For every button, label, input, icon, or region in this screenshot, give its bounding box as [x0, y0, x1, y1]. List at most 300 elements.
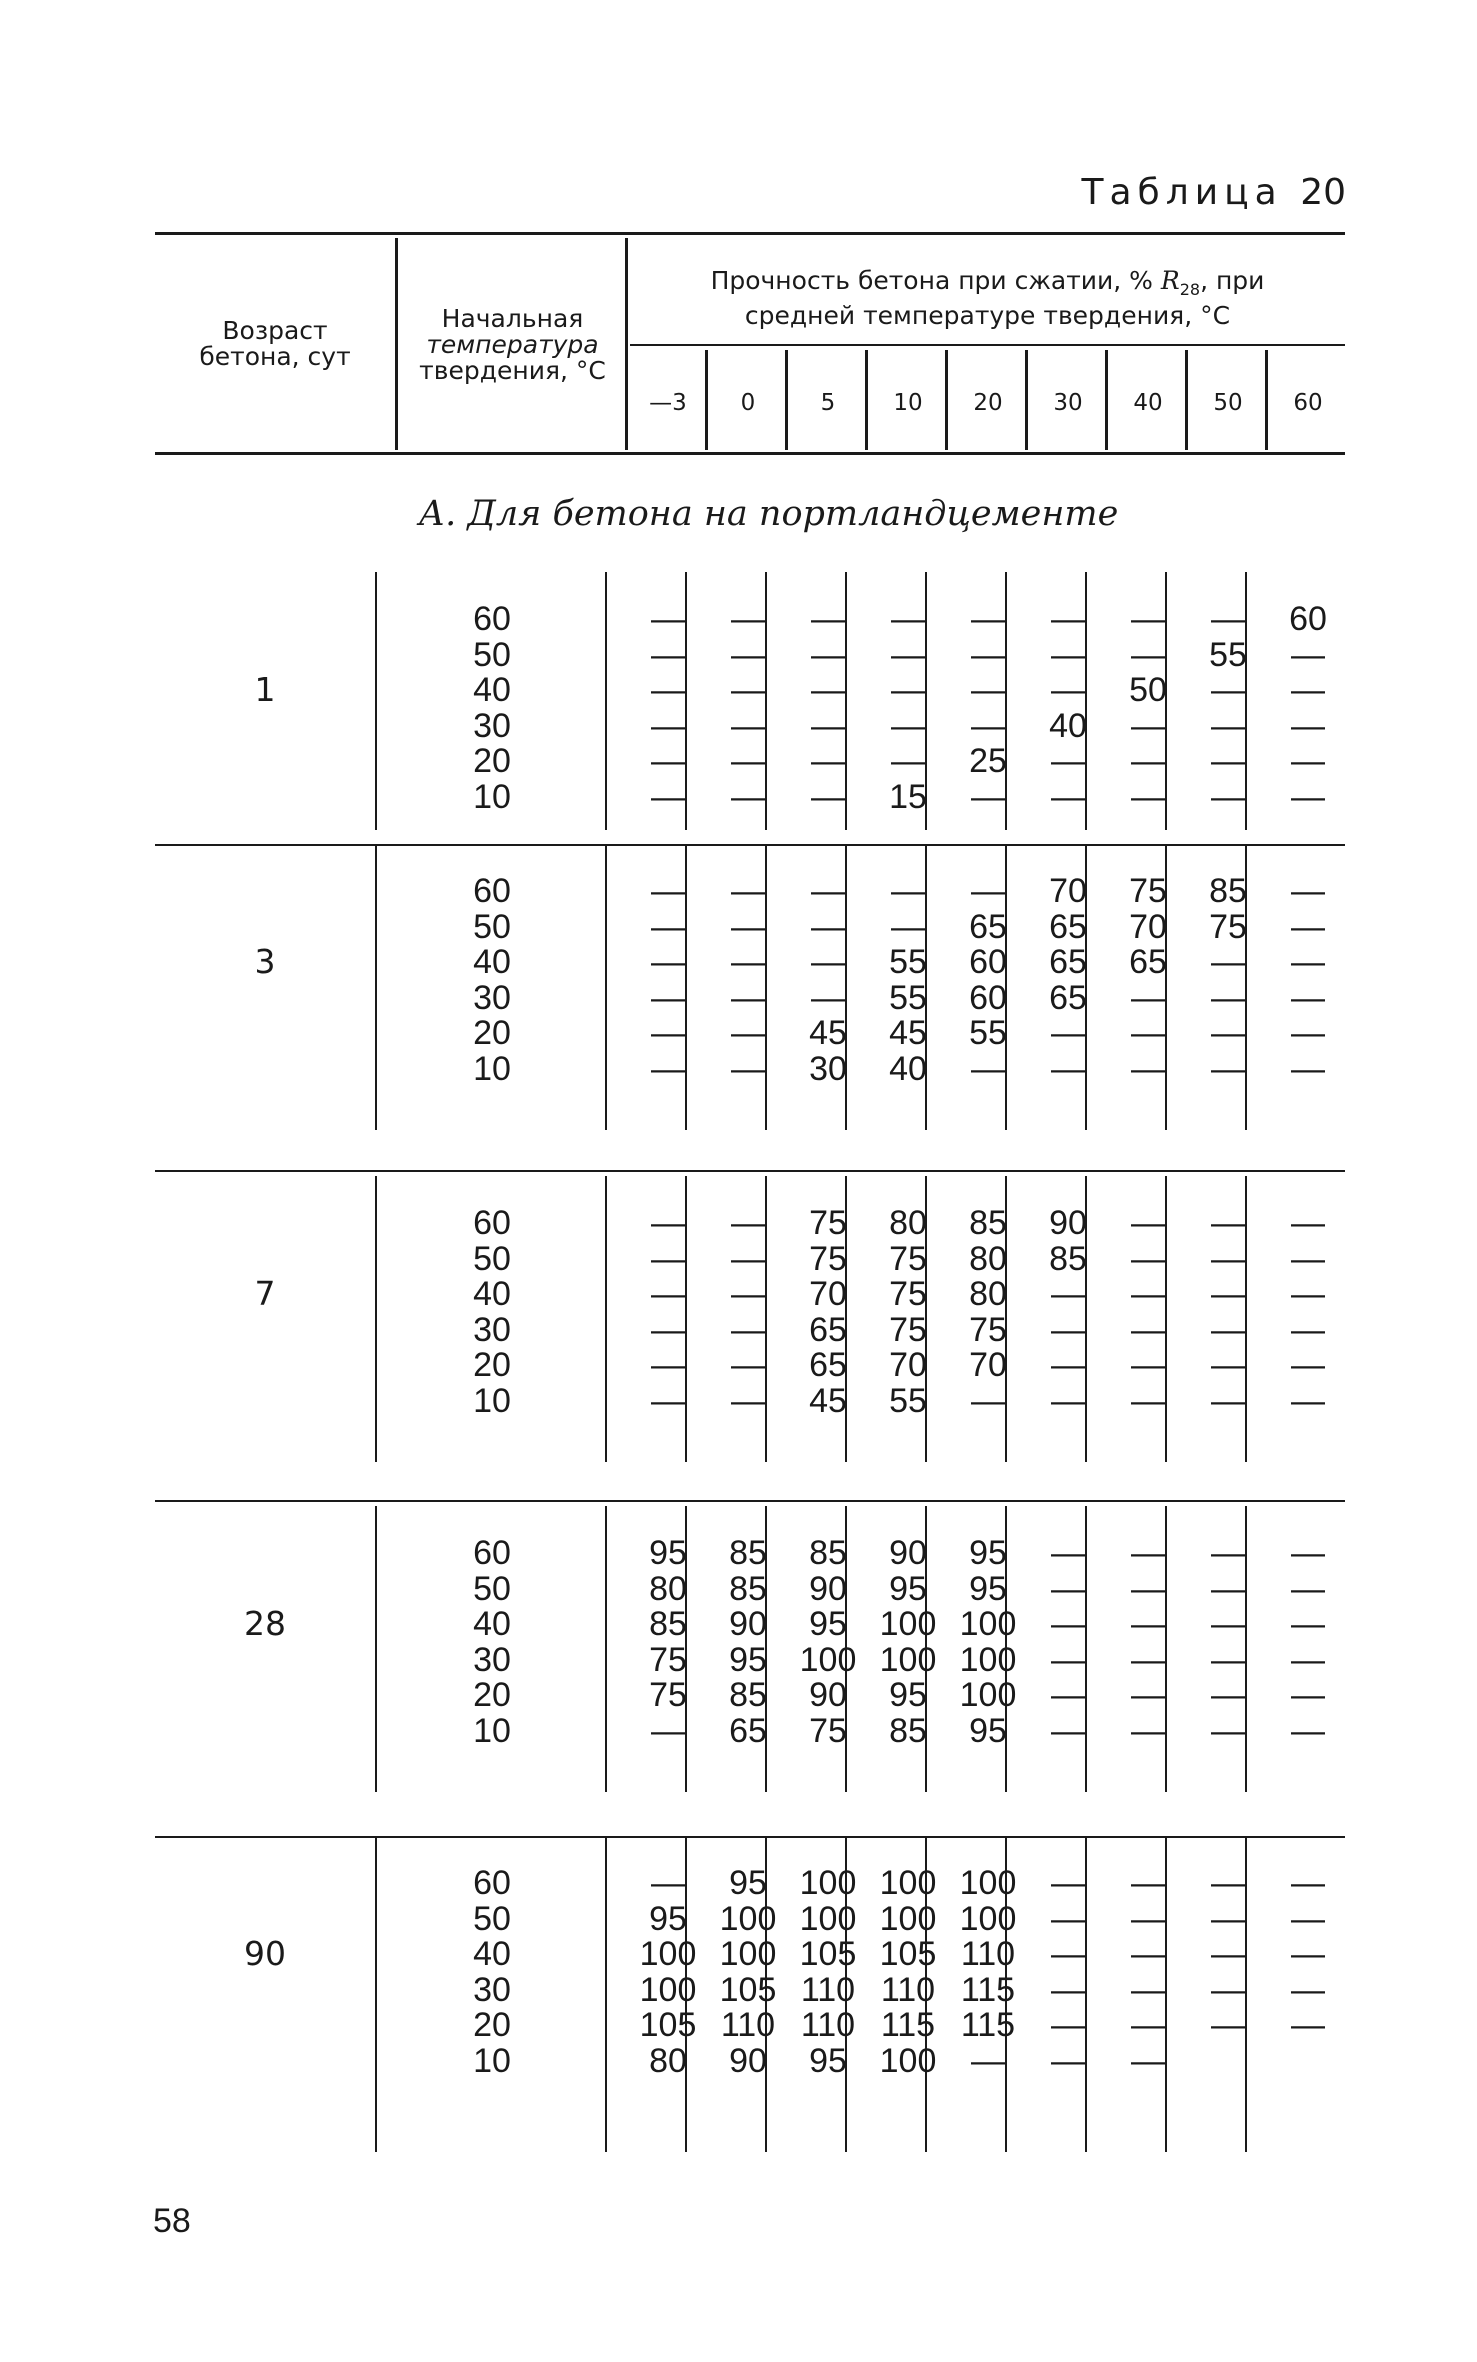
strength-cell: — [1291, 1605, 1325, 1643]
strength-column [1268, 1206, 1348, 1419]
initial-temp-cell: 40 [473, 671, 511, 709]
strength-cell: — [1291, 1899, 1325, 1938]
strength-cell: — [651, 600, 685, 638]
initial-temp-cell: 30 [473, 1970, 511, 2009]
strength-cell: 85 [809, 1534, 847, 1572]
age-value: 7 [254, 1274, 276, 1313]
strength-cell: 75 [649, 1676, 687, 1714]
strength-cell: 115 [960, 1970, 1016, 2009]
strength-cell: — [1291, 1310, 1325, 1349]
initial-temp-column [432, 1866, 552, 2079]
strength-cell: 75 [1209, 907, 1247, 946]
strength-cell: — [1131, 600, 1165, 638]
initial-temp-cell: 60 [473, 1204, 511, 1242]
strength-cell: — [891, 635, 925, 674]
strength-cell: 80 [649, 1569, 687, 1608]
strength-cell: — [1051, 1605, 1085, 1643]
strength-column [1108, 1536, 1188, 1749]
strength-cell: — [971, 1049, 1005, 1088]
strength-cell: 90 [809, 1676, 847, 1714]
strength-column [1268, 602, 1348, 815]
strength-cell: 110 [800, 2006, 856, 2044]
strength-cell: — [1131, 1676, 1165, 1714]
strength-column [1268, 1866, 1348, 2079]
strength-column [708, 602, 788, 815]
strength-cell: — [1291, 1534, 1325, 1572]
strength-cell: — [971, 2041, 1005, 2080]
strength-cell: 60 [969, 943, 1007, 981]
strength-cell: — [1291, 1381, 1325, 1420]
strength-cell: — [1131, 1204, 1165, 1242]
strength-cell: 100 [639, 1970, 697, 2009]
strength-column [868, 1866, 948, 2079]
strength-cell: — [1131, 1049, 1165, 1088]
strength-cell: — [1291, 1640, 1325, 1679]
strength-cell: — [651, 1014, 685, 1052]
strength-cell: — [891, 907, 925, 946]
strength-cell: — [1291, 907, 1325, 946]
strength-cell: — [1291, 777, 1325, 816]
strength-cell: — [1211, 1346, 1245, 1384]
strength-column [868, 1206, 948, 1419]
initial-temp-cell: 40 [473, 1605, 511, 1643]
strength-cell: — [1051, 1640, 1085, 1679]
strength-cell: 70 [889, 1346, 927, 1384]
strength-cell: — [1051, 1935, 1085, 1973]
header-temp-40: 40 [1133, 390, 1163, 416]
strength-column [1108, 874, 1188, 1087]
strength-cell: 15 [889, 777, 927, 816]
group-separator-rule [155, 1500, 1345, 1502]
initial-temp-cell: 20 [473, 1014, 511, 1052]
strength-cell: — [1051, 2041, 1085, 2080]
initial-temp-cell: 60 [473, 600, 511, 638]
strength-cell: — [651, 1711, 685, 1750]
strength-cell: — [1291, 1014, 1325, 1052]
initial-temp-cell: 50 [473, 907, 511, 946]
header-initial-line1: Начальная [441, 304, 584, 333]
strength-cell: — [1131, 1275, 1165, 1313]
strength-cell: 95 [969, 1534, 1007, 1572]
group-column-rule [375, 844, 377, 1130]
strength-cell: 105 [639, 2006, 697, 2044]
strength-column [1028, 874, 1108, 1087]
strength-cell: — [1211, 943, 1245, 981]
strength-cell: — [1211, 1605, 1245, 1643]
initial-temp-cell: 30 [473, 1640, 511, 1679]
strength-cell: 90 [889, 1534, 927, 1572]
strength-column [1188, 1866, 1268, 2079]
strength-column [1028, 602, 1108, 815]
strength-cell: — [1051, 1676, 1085, 1714]
group-column-rule [375, 1506, 377, 1792]
header-strength-line2: средней температуре твердения, °С [744, 301, 1231, 330]
initial-temp-cell: 30 [473, 1310, 511, 1349]
header-temp-m3: —3 [649, 390, 687, 416]
strength-cell: — [1131, 742, 1165, 780]
strength-cell: 95 [969, 1569, 1007, 1608]
strength-cell: — [1051, 1014, 1085, 1052]
strength-column [788, 602, 868, 815]
strength-cell: 55 [969, 1014, 1007, 1052]
table-caption-label: Таблица [1081, 172, 1283, 213]
strength-column [1108, 1866, 1188, 2079]
strength-cell: — [1131, 978, 1165, 1017]
header-strength-prefix: Прочность бетона при сжатии, % [710, 266, 1153, 295]
strength-cell: — [1051, 671, 1085, 709]
strength-cell: 95 [889, 1676, 927, 1714]
strength-column [788, 1866, 868, 2079]
strength-cell: — [731, 907, 765, 946]
initial-temp-cell: 20 [473, 1346, 511, 1384]
strength-cell: — [1131, 1864, 1165, 1902]
strength-cell: — [651, 872, 685, 910]
strength-cell: — [1291, 1346, 1325, 1384]
strength-cell: — [1051, 1569, 1085, 1608]
initial-temp-cell: 40 [473, 1275, 511, 1313]
strength-column [628, 1536, 708, 1749]
strength-cell: — [1211, 2006, 1245, 2044]
strength-cell: — [811, 635, 845, 674]
strength-cell: 75 [649, 1640, 687, 1679]
strength-cell: — [1291, 2006, 1325, 2044]
strength-cell: 85 [729, 1569, 767, 1608]
header-age-line1: Возраст [222, 316, 328, 345]
strength-cell: — [651, 1204, 685, 1242]
strength-cell: — [1211, 742, 1245, 780]
strength-cell: 90 [809, 1569, 847, 1608]
group-column-rule [605, 1836, 607, 2152]
header-temp-30: 30 [1053, 390, 1083, 416]
strength-cell: — [811, 600, 845, 638]
strength-cell: 70 [809, 1275, 847, 1313]
strength-cell: — [1291, 1676, 1325, 1714]
strength-cell: — [651, 978, 685, 1017]
strength-cell: — [651, 1310, 685, 1349]
strength-column [1268, 1536, 1348, 1749]
strength-cell: 65 [969, 907, 1007, 946]
strength-cell: — [1291, 1204, 1325, 1242]
header-age [155, 318, 395, 370]
strength-cell: 80 [889, 1204, 927, 1242]
strength-cell: — [1211, 1640, 1245, 1679]
header-strength-r-sub: 28 [1179, 280, 1201, 299]
strength-cell: — [651, 706, 685, 745]
initial-temp-cell: 10 [473, 2041, 511, 2080]
strength-cell: 100 [639, 1935, 697, 1973]
strength-cell: — [1291, 635, 1325, 674]
initial-temp-cell: 20 [473, 742, 511, 780]
strength-cell: — [651, 742, 685, 780]
strength-column [868, 874, 948, 1087]
group-column-rule [375, 572, 377, 830]
strength-cell: — [1131, 1605, 1165, 1643]
strength-column [708, 1866, 788, 2079]
strength-cell: 25 [969, 742, 1007, 780]
strength-cell: — [651, 1381, 685, 1420]
header-temp-20: 20 [973, 390, 1003, 416]
header-age-line2: бетона, сут [199, 342, 351, 371]
strength-cell: 100 [879, 2041, 937, 2080]
strength-cell: — [811, 777, 845, 816]
strength-cell: — [1131, 1310, 1165, 1349]
strength-cell: 80 [649, 2041, 687, 2080]
initial-temp-column [432, 874, 552, 1087]
strength-cell: — [651, 635, 685, 674]
strength-cell: — [1051, 1711, 1085, 1750]
strength-cell: 90 [729, 2041, 767, 2080]
age-value: 3 [254, 942, 276, 981]
strength-cell: — [1291, 671, 1325, 709]
strength-cell: 75 [969, 1310, 1007, 1349]
strength-cell: 65 [729, 1711, 767, 1750]
strength-cell: 65 [809, 1310, 847, 1349]
strength-cell: — [731, 777, 765, 816]
strength-cell [1188, 2044, 1268, 2080]
page-number: 58 [153, 2202, 191, 2240]
strength-cell: 70 [969, 1346, 1007, 1384]
strength-cell: — [1211, 1381, 1245, 1420]
strength-cell: — [811, 872, 845, 910]
strength-cell: — [1051, 1970, 1085, 2009]
strength-column [788, 874, 868, 1087]
strength-cell: 45 [809, 1014, 847, 1052]
strength-column [948, 602, 1028, 815]
strength-cell: 90 [729, 1605, 767, 1643]
strength-cell: 115 [880, 2006, 936, 2044]
initial-temp-cell: 60 [473, 1864, 511, 1902]
strength-cell: — [971, 671, 1005, 709]
strength-cell: — [1051, 1049, 1085, 1088]
strength-cell: — [971, 600, 1005, 638]
strength-cell: 95 [729, 1640, 767, 1679]
group-column-rule [375, 1176, 377, 1462]
group-column-rule [605, 1176, 607, 1462]
header-initial-line2: температура [426, 330, 599, 359]
strength-cell: 45 [889, 1014, 927, 1052]
strength-column [1188, 874, 1268, 1087]
strength-cell: — [1131, 635, 1165, 674]
strength-cell: — [731, 1310, 765, 1349]
strength-cell: — [731, 600, 765, 638]
initial-temp-cell: 60 [473, 1534, 511, 1572]
initial-temp-cell: 10 [473, 1711, 511, 1750]
initial-temp-cell: 30 [473, 978, 511, 1017]
strength-cell: — [1131, 1711, 1165, 1750]
strength-cell: 60 [969, 978, 1007, 1017]
strength-cell: 80 [969, 1239, 1007, 1278]
strength-column [1188, 1206, 1268, 1419]
strength-cell: — [811, 943, 845, 981]
strength-cell: — [811, 671, 845, 709]
strength-column [788, 1206, 868, 1419]
strength-cell: 95 [809, 1605, 847, 1643]
strength-cell: — [1131, 1239, 1165, 1278]
strength-cell: 100 [959, 1899, 1017, 1938]
table-caption [1082, 172, 1347, 213]
strength-cell: — [731, 1346, 765, 1384]
strength-cell: 55 [889, 943, 927, 981]
strength-cell: — [1291, 978, 1325, 1017]
strength-cell: 50 [1129, 671, 1167, 709]
strength-cell: — [1131, 1899, 1165, 1938]
strength-cell: 95 [969, 1711, 1007, 1750]
strength-cell: 65 [1049, 978, 1087, 1017]
strength-cell: — [651, 943, 685, 981]
strength-cell: — [1291, 872, 1325, 910]
strength-cell: — [1211, 1310, 1245, 1349]
strength-cell: 100 [719, 1899, 777, 1938]
strength-cell: 105 [719, 1970, 777, 2009]
strength-cell: 100 [719, 1935, 777, 1973]
strength-cell: — [971, 635, 1005, 674]
header-strength-r: R [1160, 266, 1180, 295]
initial-temp-cell: 40 [473, 1935, 511, 1973]
group-column-rule [605, 572, 607, 830]
strength-cell: — [731, 978, 765, 1017]
strength-cell: — [1051, 1310, 1085, 1349]
header-temp-0: 0 [740, 390, 756, 416]
initial-temp-cell: 50 [473, 1899, 511, 1938]
strength-cell: — [1211, 1534, 1245, 1572]
strength-cell: — [1131, 1346, 1165, 1384]
strength-cell: 100 [799, 1899, 857, 1938]
strength-cell: — [1131, 1534, 1165, 1572]
strength-cell: — [1051, 1864, 1085, 1902]
strength-column [1028, 1866, 1108, 2079]
strength-cell: 100 [799, 1864, 857, 1902]
header-inner-rule [630, 344, 1345, 346]
strength-column [1108, 1206, 1188, 1419]
strength-cell: — [651, 1864, 685, 1902]
strength-cell: — [651, 907, 685, 946]
strength-cell: 95 [729, 1864, 767, 1902]
strength-column [1028, 1206, 1108, 1419]
strength-cell: — [1131, 1640, 1165, 1679]
strength-cell: — [1291, 1239, 1325, 1278]
strength-cell: — [1211, 1204, 1245, 1242]
strength-cell: 45 [809, 1381, 847, 1420]
strength-cell: 60 [1289, 600, 1327, 638]
strength-cell [1268, 2044, 1348, 2080]
strength-cell: — [651, 1239, 685, 1278]
strength-cell: 100 [879, 1899, 937, 1938]
strength-cell: 105 [799, 1935, 857, 1973]
group-column-rule [605, 844, 607, 1130]
strength-cell: — [1291, 1711, 1325, 1750]
initial-temp-cell: 10 [473, 777, 511, 816]
strength-cell: — [651, 1049, 685, 1088]
header-temp-50: 50 [1213, 390, 1243, 416]
strength-cell: — [1211, 1864, 1245, 1902]
group-column-rule [605, 1506, 607, 1792]
strength-cell: — [651, 671, 685, 709]
strength-cell: 85 [969, 1204, 1007, 1242]
initial-temp-cell: 50 [473, 1569, 511, 1608]
strength-cell: — [1291, 1275, 1325, 1313]
strength-cell: — [731, 1381, 765, 1420]
strength-cell: — [811, 742, 845, 780]
strength-cell: — [731, 872, 765, 910]
age-value: 28 [244, 1604, 286, 1643]
strength-cell: 110 [960, 1935, 1016, 1973]
strength-cell: 100 [959, 1605, 1017, 1643]
header-temp-5: 5 [820, 390, 836, 416]
strength-cell: — [731, 1049, 765, 1088]
strength-cell: 55 [889, 1381, 927, 1420]
strength-column [948, 1206, 1028, 1419]
initial-temp-cell: 30 [473, 706, 511, 745]
strength-cell: — [1051, 1534, 1085, 1572]
strength-cell: — [1051, 1899, 1085, 1938]
strength-cell: — [1131, 1970, 1165, 2009]
strength-cell: 95 [649, 1534, 687, 1572]
age-value: 90 [244, 1934, 286, 1973]
strength-cell: 85 [1209, 872, 1247, 910]
strength-cell: — [811, 978, 845, 1017]
initial-temp-cell: 20 [473, 2006, 511, 2044]
strength-cell: — [1211, 1935, 1245, 1973]
strength-cell: — [891, 872, 925, 910]
strength-cell: — [731, 1275, 765, 1313]
strength-cell: — [1211, 1676, 1245, 1714]
strength-cell: 85 [729, 1534, 767, 1572]
section-title: А. Для бетона на портландцементе [418, 494, 1119, 534]
header-bottom-rule [155, 452, 1345, 455]
strength-cell: — [891, 742, 925, 780]
group-column-rule [375, 1836, 377, 2152]
initial-temp-cell: 10 [473, 1381, 511, 1420]
strength-cell: — [1291, 706, 1325, 745]
strength-cell: 110 [880, 1970, 936, 2009]
strength-cell: 115 [960, 2006, 1016, 2044]
initial-temp-column [432, 602, 552, 815]
strength-cell: — [1211, 1569, 1245, 1608]
strength-cell: — [971, 777, 1005, 816]
strength-cell: — [1051, 1346, 1085, 1384]
strength-cell: 65 [809, 1346, 847, 1384]
header-initial-line3: твердения, °С [419, 356, 606, 385]
strength-cell: 40 [889, 1049, 927, 1088]
strength-cell: 65 [1129, 943, 1167, 981]
strength-cell: — [731, 943, 765, 981]
strength-cell: 110 [800, 1970, 856, 2009]
strength-cell: — [1131, 1569, 1165, 1608]
strength-cell: — [1051, 742, 1085, 780]
strength-cell: — [1211, 777, 1245, 816]
strength-column [708, 1536, 788, 1749]
strength-cell: — [891, 671, 925, 709]
strength-column [1108, 602, 1188, 815]
strength-cell: — [971, 706, 1005, 745]
strength-column [628, 1866, 708, 2079]
strength-cell: 75 [809, 1711, 847, 1750]
header-initial-temp [400, 306, 625, 384]
strength-cell: 100 [959, 1676, 1017, 1714]
strength-cell: — [731, 1239, 765, 1278]
strength-column [788, 1536, 868, 1749]
strength-cell: — [1131, 777, 1165, 816]
strength-cell: 65 [1049, 943, 1087, 981]
strength-cell: — [1051, 1381, 1085, 1420]
initial-temp-cell: 10 [473, 1049, 511, 1088]
strength-cell: — [1291, 1935, 1325, 1973]
strength-column [708, 874, 788, 1087]
strength-column [708, 1206, 788, 1419]
strength-cell: — [1211, 706, 1245, 745]
header-strength [630, 268, 1345, 329]
strength-cell: — [1211, 1049, 1245, 1088]
